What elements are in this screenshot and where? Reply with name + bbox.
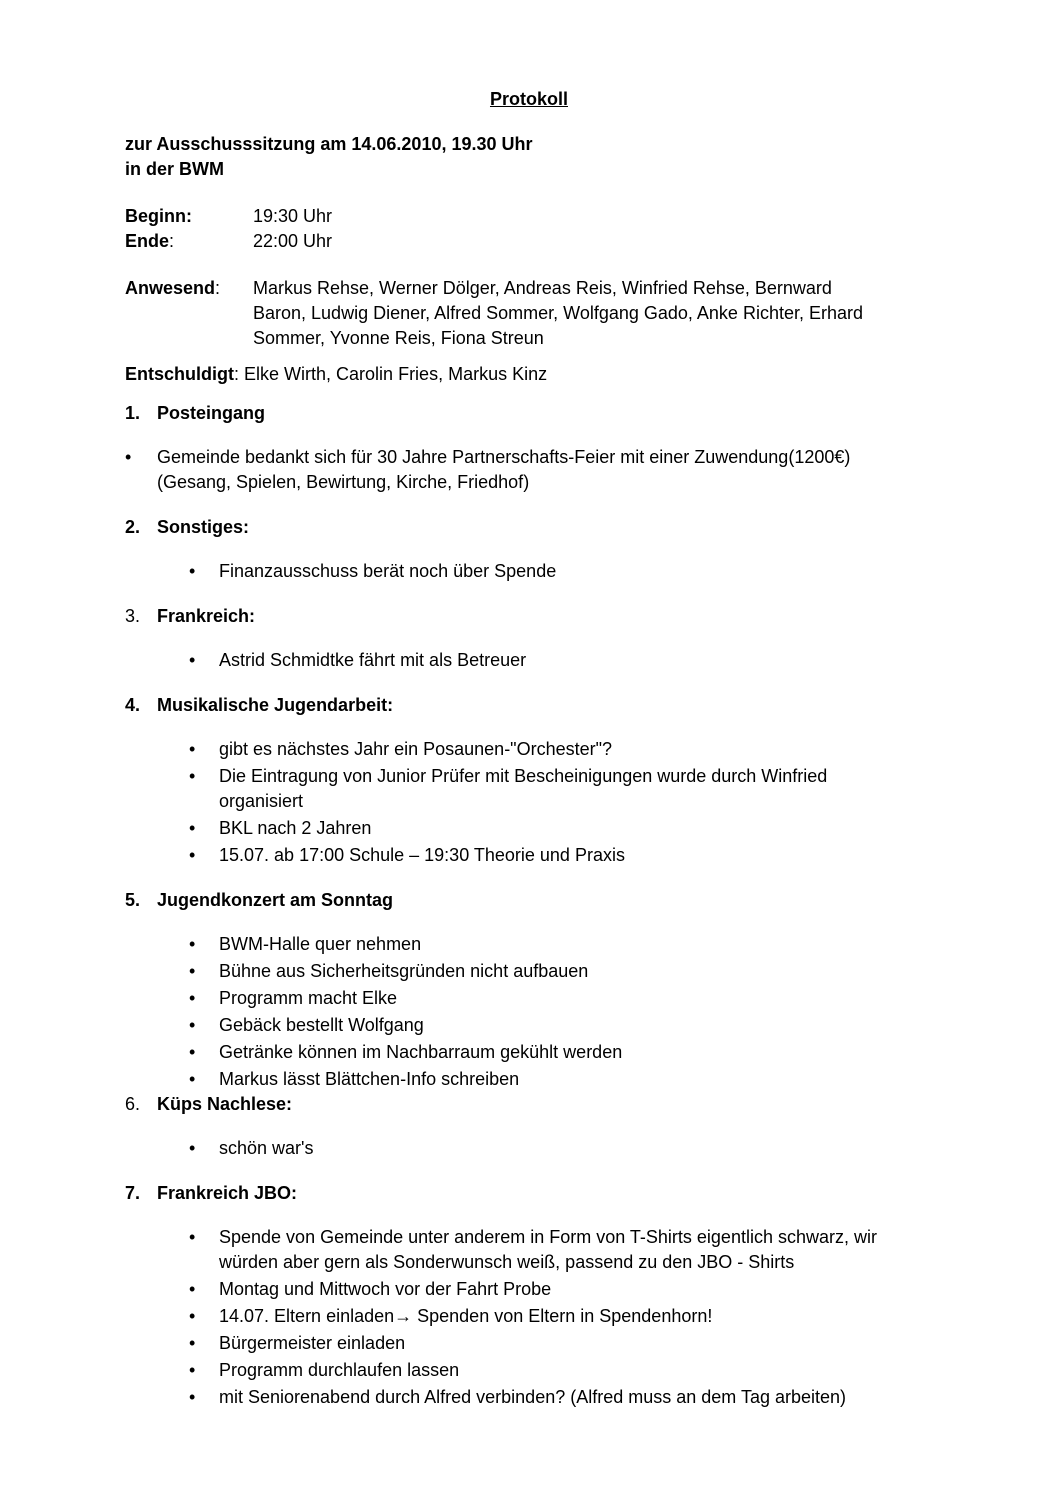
section-number: 4. bbox=[125, 695, 141, 715]
section-number: 2. bbox=[125, 517, 141, 537]
bullet-list bbox=[189, 559, 978, 584]
ende-label-text: Ende bbox=[125, 231, 170, 251]
bullet-text: Bürgermeister einladen bbox=[219, 1333, 406, 1353]
anwesend-label bbox=[125, 276, 253, 351]
anwesend-label-text: Anwesend bbox=[125, 278, 216, 298]
bullet-item bbox=[189, 1013, 978, 1038]
bullet-marker: • bbox=[189, 650, 196, 670]
bullet-text: schön war's bbox=[219, 1138, 314, 1158]
ende-colon: : bbox=[169, 231, 175, 251]
section bbox=[125, 1092, 978, 1161]
bullet-text: Programm durchlaufen lassen bbox=[219, 1360, 460, 1380]
bullet-text: Finanzausschuss berät noch über Spende bbox=[219, 561, 557, 581]
bullet-text: 14.07. Eltern einladen→ Spenden von Eltern in Spendenhorn! bbox=[219, 1306, 713, 1326]
bullet-marker: • bbox=[189, 961, 196, 981]
bullet-text: BWM-Halle quer nehmen bbox=[219, 934, 422, 954]
bullet-list bbox=[189, 1136, 978, 1161]
bullet-text: Programm macht Elke bbox=[219, 988, 398, 1008]
bullet-marker: • bbox=[189, 1227, 196, 1247]
bullet-marker: • bbox=[189, 1015, 196, 1035]
bullet-item bbox=[189, 737, 978, 762]
entschuldigt-label: Entschuldigt bbox=[125, 364, 234, 384]
subtitle-line-1: zur Ausschusssitzung am 14.06.2010, 19.30 Uhr bbox=[125, 134, 533, 154]
document-title bbox=[0, 87, 1058, 112]
section-heading-row bbox=[125, 401, 978, 426]
bullet-item bbox=[189, 1136, 978, 1161]
document-subtitle bbox=[125, 132, 978, 182]
bullet-item bbox=[189, 1358, 978, 1383]
bullet-text: mit Seniorenabend durch Alfred verbinden? (Alfred muss an dem Tag arbeiten) bbox=[219, 1387, 847, 1407]
section-number: 5. bbox=[125, 890, 141, 910]
bullet-list bbox=[189, 737, 978, 868]
section bbox=[125, 1181, 978, 1410]
section-heading: Frankreich JBO: bbox=[157, 1183, 298, 1203]
bullet-marker: • bbox=[189, 739, 196, 759]
bullet-item bbox=[189, 816, 978, 841]
section-heading: Posteingang bbox=[157, 403, 266, 423]
section-heading: Jugendkonzert am Sonntag bbox=[157, 890, 394, 910]
section-heading-row bbox=[125, 604, 978, 629]
bullet-item bbox=[189, 1277, 978, 1302]
bullet-marker: • bbox=[189, 1387, 196, 1407]
section-heading-row bbox=[125, 1092, 978, 1117]
bullet-item bbox=[189, 648, 978, 673]
entschuldigt-colon: : bbox=[234, 364, 240, 384]
entschuldigt-value: Elke Wirth, Carolin Fries, Markus Kinz bbox=[244, 364, 548, 384]
section-heading-row bbox=[125, 888, 978, 913]
section bbox=[125, 888, 978, 1092]
bullet-marker: • bbox=[189, 934, 196, 954]
bullet-text: Spende von Gemeinde unter anderem in Form von T-Shirts eigentlich schwarz, wir würden aber gern als Sonderwunsch weiß, passend zu den JBO - Shirts bbox=[219, 1227, 877, 1272]
section-number: 1. bbox=[125, 403, 141, 423]
section-number: 6. bbox=[125, 1094, 141, 1114]
bullet-item bbox=[189, 559, 978, 584]
bullet-item bbox=[189, 1385, 978, 1410]
bullet-item bbox=[189, 959, 978, 984]
bullet-marker: • bbox=[189, 818, 196, 838]
bullet-item bbox=[189, 1304, 978, 1329]
meeting-times bbox=[125, 204, 978, 254]
bullet-marker: • bbox=[189, 1042, 196, 1062]
section-heading: Sonstiges: bbox=[157, 517, 250, 537]
bullet-text: Bühne aus Sicherheitsgründen nicht aufbauen bbox=[219, 961, 589, 981]
subtitle-line-2: in der BWM bbox=[125, 159, 224, 179]
bullet-item bbox=[189, 986, 978, 1011]
bullet-item bbox=[189, 1225, 978, 1275]
document-title-text: Protokoll bbox=[489, 89, 568, 109]
section bbox=[125, 604, 978, 673]
section-number: 7. bbox=[125, 1183, 141, 1203]
section bbox=[125, 515, 978, 584]
bullet-item bbox=[125, 445, 978, 495]
bullet-list bbox=[189, 932, 978, 1092]
ende-label bbox=[125, 229, 253, 254]
bullet-text: Montag und Mittwoch vor der Fahrt Probe bbox=[219, 1279, 552, 1299]
section bbox=[125, 693, 978, 868]
bullet-marker: • bbox=[189, 1138, 196, 1158]
section-heading-row bbox=[125, 515, 978, 540]
bullet-text: Die Eintragung von Junior Prüfer mit Bescheinigungen wurde durch Winfried organisiert bbox=[219, 766, 828, 811]
bullet-list bbox=[125, 445, 978, 495]
bullet-item bbox=[189, 764, 978, 814]
bullet-item bbox=[189, 932, 978, 957]
section bbox=[125, 401, 978, 495]
section-heading: Musikalische Jugendarbeit: bbox=[157, 695, 394, 715]
bullet-marker: • bbox=[189, 845, 196, 865]
section-heading: Küps Nachlese: bbox=[157, 1094, 293, 1114]
bullet-marker: • bbox=[189, 1360, 196, 1380]
bullet-marker: • bbox=[189, 1333, 196, 1353]
sections bbox=[125, 401, 978, 1410]
bullet-marker: • bbox=[189, 1306, 196, 1326]
bullet-item bbox=[189, 843, 978, 868]
anwesend-colon: : bbox=[215, 278, 221, 298]
bullet-item bbox=[189, 1067, 978, 1092]
bullet-marker: • bbox=[189, 561, 196, 581]
beginn-label: Beginn: bbox=[125, 206, 192, 226]
anwesend-row bbox=[125, 276, 978, 351]
bullet-text: Astrid Schmidtke fährt mit als Betreuer bbox=[219, 650, 527, 670]
bullet-text: Getränke können im Nachbarraum gekühlt werden bbox=[219, 1042, 623, 1062]
bullet-text: Gemeinde bedankt sich für 30 Jahre Partnerschafts-Feier mit einer Zuwendung(1200€) (Gesang, Spielen, Bewirtung, Kirche, Friedhof) bbox=[157, 447, 851, 492]
bullet-text: gibt es nächstes Jahr ein Posaunen-"Orchester"? bbox=[219, 739, 612, 759]
anwesend-value: Markus Rehse, Werner Dölger, Andreas Reis, Winfried Rehse, Bernward Baron, Ludwig Diener, Alfred Sommer, Wolfgang Gado, Anke Richter, Erhard Sommer, Yvonne Reis, Fiona Streun bbox=[253, 278, 863, 348]
section-heading-row bbox=[125, 693, 978, 718]
entschuldigt-row bbox=[125, 362, 978, 387]
section-number: 3. bbox=[125, 606, 141, 626]
bullet-text: 15.07. ab 17:00 Schule – 19:30 Theorie und Praxis bbox=[219, 845, 625, 865]
section-heading-row bbox=[125, 1181, 978, 1206]
bullet-list bbox=[189, 648, 978, 673]
ende-value: 22:00 Uhr bbox=[253, 231, 333, 251]
beginn-row bbox=[125, 204, 978, 229]
bullet-marker: • bbox=[189, 1069, 196, 1089]
bullet-item bbox=[189, 1040, 978, 1065]
bullet-text: BKL nach 2 Jahren bbox=[219, 818, 372, 838]
bullet-text: Gebäck bestellt Wolfgang bbox=[219, 1015, 424, 1035]
bullet-marker: • bbox=[189, 988, 196, 1008]
section-heading: Frankreich: bbox=[157, 606, 256, 626]
bullet-list bbox=[189, 1225, 978, 1410]
bullet-item bbox=[189, 1331, 978, 1356]
bullet-marker: • bbox=[189, 1279, 196, 1299]
bullet-text: Markus lässt Blättchen-Info schreiben bbox=[219, 1069, 520, 1089]
bullet-marker: • bbox=[189, 766, 196, 786]
beginn-value: 19:30 Uhr bbox=[253, 206, 333, 226]
ende-row bbox=[125, 229, 978, 254]
bullet-marker: • bbox=[125, 447, 132, 467]
